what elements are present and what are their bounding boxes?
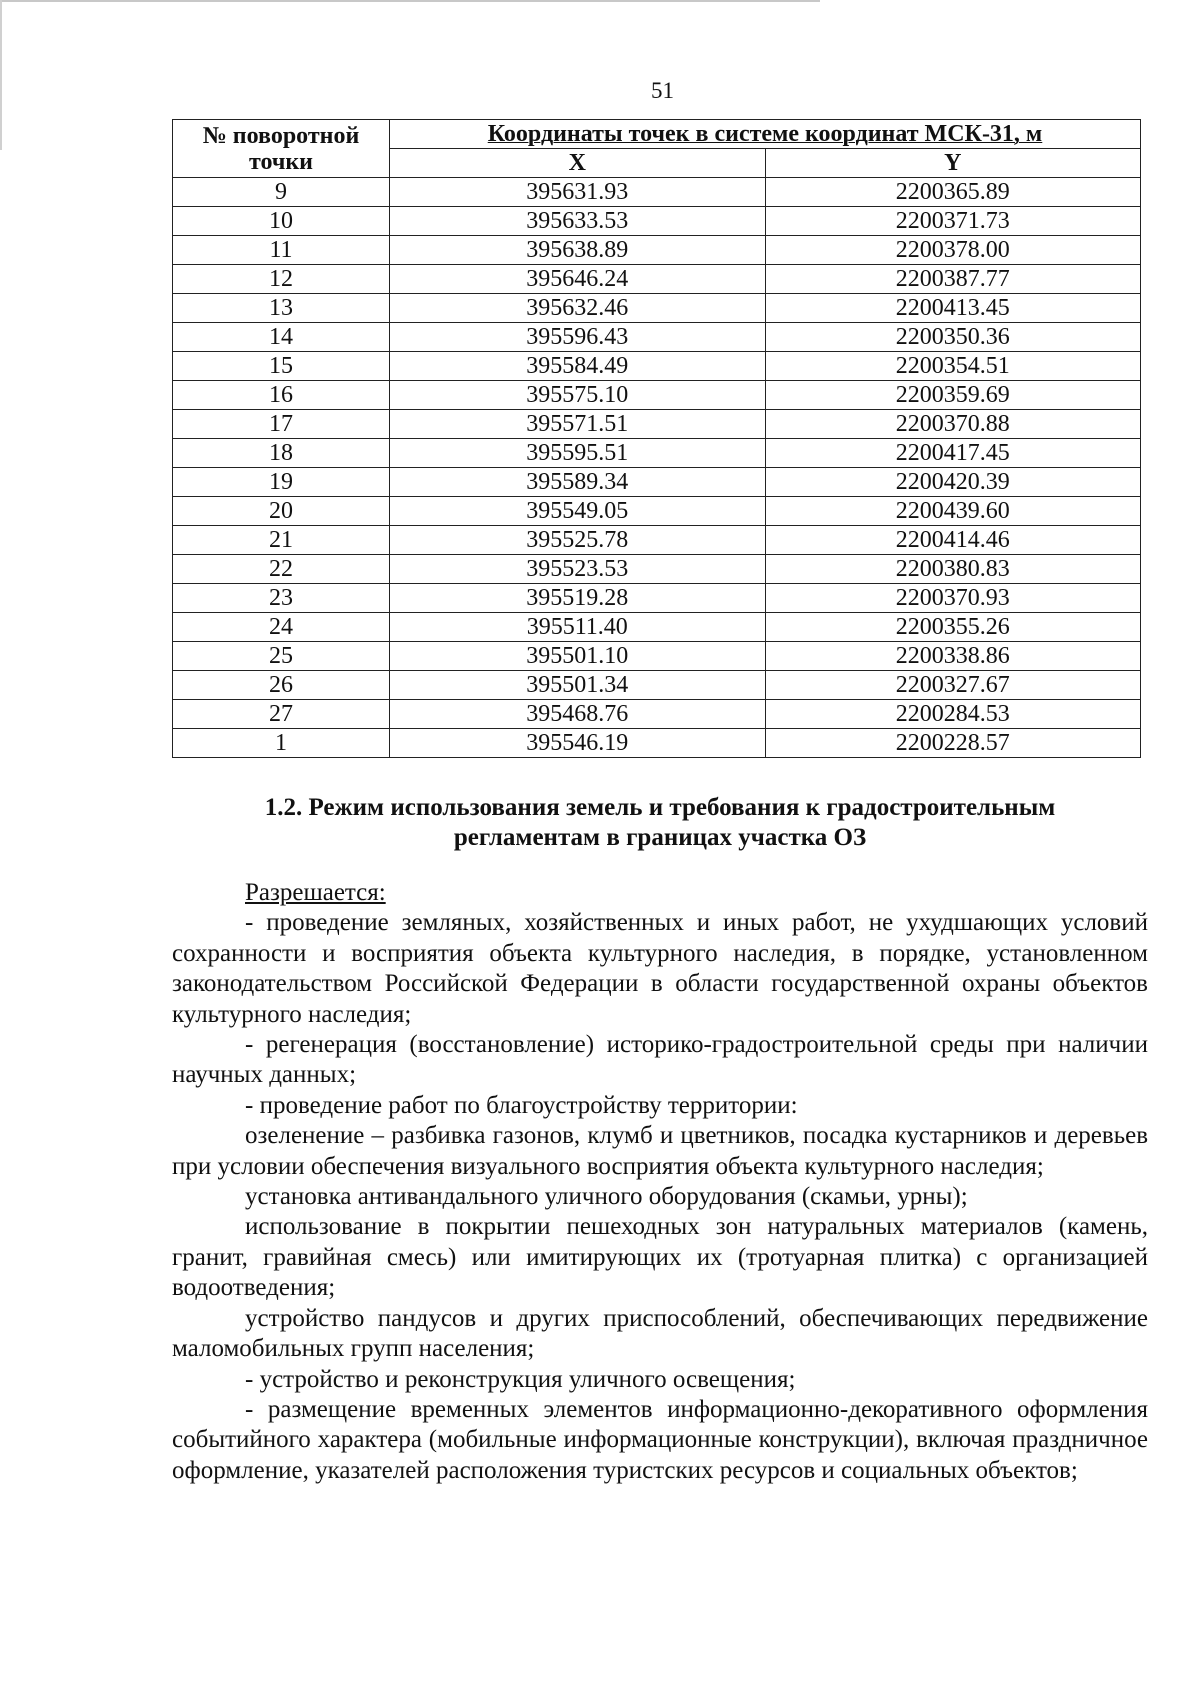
cell-y: 2200420.39 xyxy=(765,468,1141,497)
table-row xyxy=(173,410,1141,439)
table-row xyxy=(173,294,1141,323)
cell-y: 2200371.73 xyxy=(765,207,1141,236)
scan-edge-left xyxy=(0,0,2,150)
cell-x: 395511.40 xyxy=(390,613,766,642)
cell-x: 395468.76 xyxy=(390,700,766,729)
cell-x: 395633.53 xyxy=(390,207,766,236)
cell-y: 2200370.93 xyxy=(765,584,1141,613)
cell-x: 395501.10 xyxy=(390,642,766,671)
paragraph-earthworks: - проведение земляных, хозяйственных и иных работ, не ухудшающих условий сохранности и восприятия объекта культурного наследия, в порядке, установленном законодательством Российской Федерации в области государственной охраны объектов культурного наследия; xyxy=(172,909,1148,1028)
table-row xyxy=(173,497,1141,526)
cell-point-number: 14 xyxy=(173,323,390,352)
cell-point-number: 12 xyxy=(173,265,390,294)
cell-x: 395631.93 xyxy=(390,178,766,207)
cell-point-number: 16 xyxy=(173,381,390,410)
section-title xyxy=(172,793,1148,853)
cell-point-number: 18 xyxy=(173,439,390,468)
cell-y: 2200228.57 xyxy=(765,729,1141,758)
cell-y: 2200370.88 xyxy=(765,410,1141,439)
cell-y: 2200355.26 xyxy=(765,613,1141,642)
table-row xyxy=(173,236,1141,265)
cell-x: 395589.34 xyxy=(390,468,766,497)
paragraph-greening: озеленение – разбивка газонов, клумб и цветников, посадка кустарников и деревьев при условии обеспечения визуального восприятия объекта культурного наследия; xyxy=(172,1122,1148,1180)
header-y: Y xyxy=(765,149,1141,178)
cell-x: 395525.78 xyxy=(390,526,766,555)
cell-point-number: 15 xyxy=(173,352,390,381)
table-row xyxy=(173,468,1141,497)
cell-y: 2200284.53 xyxy=(765,700,1141,729)
cell-point-number: 11 xyxy=(173,236,390,265)
cell-x: 395523.53 xyxy=(390,555,766,584)
table-row xyxy=(173,178,1141,207)
body-text xyxy=(172,878,1148,1486)
allowed-heading: Разрешается: xyxy=(245,879,386,906)
cell-y: 2200414.46 xyxy=(765,526,1141,555)
page-number: 51 xyxy=(651,78,674,103)
cell-x: 395584.49 xyxy=(390,352,766,381)
table-body xyxy=(173,178,1141,758)
table-row xyxy=(173,352,1141,381)
cell-point-number: 20 xyxy=(173,497,390,526)
cell-x: 395549.05 xyxy=(390,497,766,526)
coordinates-table xyxy=(172,119,1141,758)
table-row xyxy=(173,323,1141,352)
section-title-line-1: 1.2. Режим использования земель и требования к градостроительным xyxy=(264,794,1056,821)
table-row xyxy=(173,555,1141,584)
paragraph-lighting: - устройство и реконструкция уличного освещения; xyxy=(245,1365,796,1393)
cell-y: 2200359.69 xyxy=(765,381,1141,410)
header-x: X xyxy=(390,149,766,178)
table-row xyxy=(173,526,1141,555)
cell-y: 2200354.51 xyxy=(765,352,1141,381)
cell-y: 2200417.45 xyxy=(765,439,1141,468)
header-point-number: № поворотной точки xyxy=(173,120,390,178)
cell-point-number: 26 xyxy=(173,671,390,700)
header-coordinates-label: Координаты точек в системе координат МСК-31, м xyxy=(487,121,1043,147)
cell-point-number: 21 xyxy=(173,526,390,555)
table-row xyxy=(173,381,1141,410)
cell-x: 395575.10 xyxy=(390,381,766,410)
cell-y: 2200350.36 xyxy=(765,323,1141,352)
cell-point-number: 10 xyxy=(173,207,390,236)
cell-point-number: 22 xyxy=(173,555,390,584)
cell-point-number: 23 xyxy=(173,584,390,613)
paragraph-regeneration: - регенерация (восстановление) историко-градостроительной среды при наличии научных данных; xyxy=(172,1031,1148,1089)
cell-y: 2200378.00 xyxy=(765,236,1141,265)
cell-x: 395638.89 xyxy=(390,236,766,265)
cell-x: 395595.51 xyxy=(390,439,766,468)
cell-x: 395571.51 xyxy=(390,410,766,439)
cell-point-number: 27 xyxy=(173,700,390,729)
paragraph-temporary-elements: - размещение временных элементов информационно-декоративного оформления событийного характера (мобильные информационные конструкции), включая праздничное оформление, указателей расположения туристских ресурсов и социальных объектов; xyxy=(172,1395,1148,1484)
cell-y: 2200439.60 xyxy=(765,497,1141,526)
paragraph-landscaping: - проведение работ по благоустройству территории: xyxy=(245,1091,798,1119)
table-row xyxy=(173,642,1141,671)
cell-point-number: 1 xyxy=(173,729,390,758)
cell-point-number: 19 xyxy=(173,468,390,497)
cell-point-number: 9 xyxy=(173,178,390,207)
paragraph-street-furniture: установка антивандального уличного оборудования (скамьи, урны); xyxy=(245,1183,968,1211)
cell-y: 2200327.67 xyxy=(765,671,1141,700)
table-row xyxy=(173,729,1141,758)
table-row xyxy=(173,207,1141,236)
cell-x: 395646.24 xyxy=(390,265,766,294)
cell-point-number: 17 xyxy=(173,410,390,439)
cell-y: 2200380.83 xyxy=(765,555,1141,584)
cell-point-number: 13 xyxy=(173,294,390,323)
header-coordinates xyxy=(390,120,1141,149)
cell-y: 2200365.89 xyxy=(765,178,1141,207)
cell-point-number: 25 xyxy=(173,642,390,671)
table-header xyxy=(173,120,1141,178)
cell-y: 2200387.77 xyxy=(765,265,1141,294)
table-row xyxy=(173,613,1141,642)
cell-y: 2200413.45 xyxy=(765,294,1141,323)
cell-y: 2200338.86 xyxy=(765,642,1141,671)
table-row xyxy=(173,439,1141,468)
cell-x: 395632.46 xyxy=(390,294,766,323)
table-row xyxy=(173,265,1141,294)
cell-x: 395546.19 xyxy=(390,729,766,758)
cell-x: 395519.28 xyxy=(390,584,766,613)
cell-point-number: 24 xyxy=(173,613,390,642)
cell-x: 395501.34 xyxy=(390,671,766,700)
paragraph-pavement: использование в покрытии пешеходных зон натуральных материалов (камень, гранит, гравийная смесь) или имитирующих их (тротуарная плитка) с организацией водоотведения; xyxy=(172,1213,1148,1302)
section-title-line-2: регламентам в границах участка ОЗ xyxy=(453,824,867,851)
table-row xyxy=(173,671,1141,700)
paragraph-ramps: устройство пандусов и других приспособлений, обеспечивающих передвижение маломобильных групп населения; xyxy=(172,1304,1148,1363)
scan-edge-top xyxy=(0,0,820,2)
table-row xyxy=(173,700,1141,729)
cell-x: 395596.43 xyxy=(390,323,766,352)
table-row xyxy=(173,584,1141,613)
